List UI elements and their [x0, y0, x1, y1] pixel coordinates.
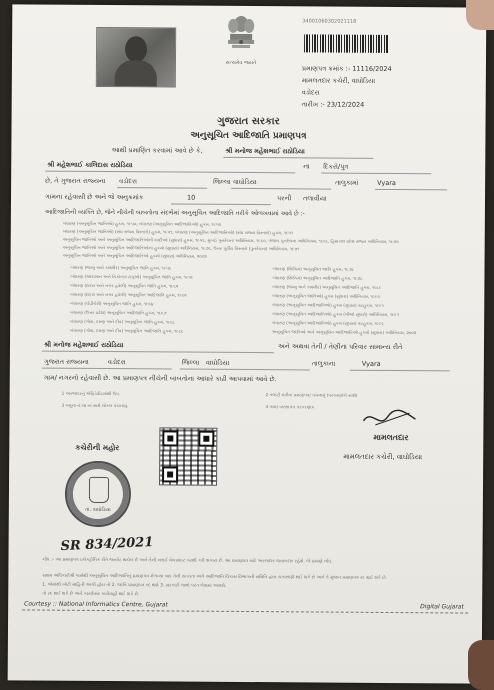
- basis-item: 4 ગામ/ વારસાગત પરકરણાંક: [265, 404, 315, 410]
- note-line-3: 1. જેમાંથી ખોટી માહિતી આપી હોય તો 2. જાતિ પ્રમાણપત્ર રદ થશે 3. સરકારી લાભો પરત લેવામાં આવશે.: [42, 582, 227, 589]
- order-item: બંધારણ (જમ્મુ અને કાશ્મીર) અનુસૂચિત જાતિ હુકમ, ૧૯૫૬: [70, 264, 172, 271]
- national-emblem-icon: [224, 14, 258, 60]
- residence-taluka: વાઘોડિયા: [205, 358, 230, 367]
- tribe-value: તલાવીયા: [302, 194, 327, 203]
- finger-top-right: [466, 0, 494, 30]
- office-seal-label: કચેરીની મહોર: [75, 442, 120, 453]
- basis-item: 1 અરજદારનું એફિડેવીટમાંથી ઉપ.: [61, 390, 121, 397]
- tribe-paragraph: આદિજાતિની વ્યક્તિ છે, જેને નીચેની બાબતોના સંદર્ભમાં અનુસૂચિત આદિજાતિ તરીકે ઓળખવામાં આવે છે :-: [44, 208, 305, 218]
- certificate-paper: [8, 4, 487, 683]
- order-item: બંધારણ (દાદરા અને નગર હવેલી) અનુસૂચિત આદિજાતિ હુકમ, ૧૯૬૨: [70, 291, 187, 298]
- officer-title: મામલતદાર: [373, 432, 409, 443]
- order-item: બંધારણ (ગોવા, દમણ અને દીવ) અનુસૂચિત જાતિ હુકમ, ૧૯૬૮: [70, 318, 175, 325]
- order-item: અનુસૂચિત જાતિઓ અને અનુસૂચિત આદિજાતિઓ હુકમો (સુધારા) અધિનિયમ, ૨૦૦૨: [272, 329, 417, 336]
- order-item: અનુસૂચિત જાતિઓ અને અનુસૂચિત આદિજાતિઓના હુકમો (સુધારા) અધિનિયમ, ૧૯૭૬, ઉત્તર પૂર્વીય વિસ્તારો (પુનર્રચના) અધિનિયમ, ૧૯૭૧: [62, 244, 300, 252]
- finger-bottom-right: [468, 640, 494, 690]
- order-item: બંધારણ (અનુસૂચિત આદિજાતિઓ) હુકમ (સુધારા) વટહુકમ, ૧૯૯૧: [272, 302, 384, 308]
- qr-code: [159, 427, 217, 485]
- residence-state: ગુજરાત રાજ્યના: [43, 357, 89, 366]
- father-name: શ્રી મહેશભાઈ કાલિદાસ રાઠોડિયા: [47, 160, 133, 170]
- intro-prefix: આથી પ્રમાણિત કરવામાં આવે છે કે,: [111, 146, 203, 155]
- village-value: Vyara: [377, 178, 396, 188]
- order-item: બંધારણ (જમ્મુ અને કાશ્મીર) અનુસૂચિત આદિજાતિ હુકમ, ૧૯૮૯: [272, 284, 382, 290]
- taluka-value: વાઘોડિયા: [233, 177, 257, 187]
- page-title: ગુજરાત સરકાર: [217, 115, 280, 128]
- residence-line: ગામ/ નગરનો રહેવાસી છે. આ પ્રમાણપત્ર નીચેની બાબતોના આધારે કાઢી આપવામાં આવે છે.: [43, 373, 277, 384]
- village-line-prefix: ગામના રહેવાસી છે અને જે અનુક્રમાંક: [44, 192, 144, 202]
- courtesy-footer: Courtesy :: National Informatics Centre, Gujarat: [24, 600, 168, 609]
- barcode-number: 34001060302021118: [302, 18, 357, 25]
- residence-jilla-label: જિલ્લા: [181, 358, 200, 367]
- order-item: બંધારણ (ઉત્તર પ્રદેશ) અનુસૂચિત આદિજાતિ હુકમ, ૧૯૬૭: [70, 309, 167, 316]
- order-item: બંધારણ (આંદામાન અને નિકોબાર ટાપુઓ) અનુસૂચિત જાતિ હુકમ, ૧૯૫૯: [70, 273, 194, 280]
- note-line-2: સક્ષમ અધિકારીશ્રી પાસેથી અનુસૂચિત આદિજાતિનું પ્રમાણપત્ર મેળવ્યા બાદ તેની સત્યતા અંગે આદિજાતિ વિકાસ વિભાગની સમિતિ દ્વારા ચકાસણી થઈ શકે છે અને તે મુજબ પ્રમાણપત્ર રદ થઈ શકે છે.: [42, 573, 388, 581]
- order-item: બંધારણ (સિક્કિમ) અનુસૂચિત જાતિ હુકમ, ૧૯૭૮: [272, 266, 354, 272]
- order-item: અનુસૂચિત જાતિઓ અને અનુસૂચિત આદિજાતિઓની યાદીઓ (સુધારા) હુકમ, ૧૯૫૬, મુંબઈ પુનર્રચના અધિનિયમ, ૧૯૬૦, પંજાબ પુનર્રચના અધિનિયમ, ૧૯૬૬, હિમાચલ પ્રદેશ રાજ્ય અધિનિયમ, ૧૯૭૦: [62, 236, 399, 245]
- order-item: બંધારણ (અનુસૂચિત જાતિઓ) હુકમ, ૧૯૫૦, બંધારણ (અનુસૂચિત આદિજાતિઓ) હુકમ, ૧૯૫૦: [62, 220, 222, 227]
- office-stamp: [65, 461, 131, 527]
- order-item: બંધારણ (અનુસૂચિત જાતિઓ) હુકમ (સુધારા) અધિનિયમ, ૧૯૯૦: [272, 293, 381, 299]
- order-item: બંધારણ (પોંડીચેરી) અનુસૂચિત જાતિ હુકમ, ૧૯૬૪: [70, 300, 154, 307]
- order-item: અનુસૂચિત જાતિઓ અને અનુસૂચિત આદિજાતિઓ હુકમો (સુધારા) અધિનિયમ, ૨૦૦૨: [62, 252, 207, 259]
- relation-value: દિકરો/પુત્ર: [323, 162, 349, 171]
- officer-signature-icon: [359, 407, 419, 431]
- handwritten-reference: SR 834/2021: [60, 534, 154, 555]
- state-prefix: છે, તે ગુજરાત રાજ્યના: [45, 176, 106, 186]
- applicant-name: શ્રી મનોજ મહેશભાઈ રાઠોડિયા: [225, 146, 305, 156]
- officer-office: મામલતદાર કચેરી, વાઘોડિયા: [343, 452, 423, 462]
- orders-left-list: [70, 265, 260, 338]
- certificate-number: પ્રમાણપત્ર ક્રમાંક :- 11116/2024: [301, 64, 392, 74]
- jilla-label: જિલ્લા: [213, 177, 231, 186]
- orders-right-list: [272, 266, 462, 339]
- order-item: બંધારણ (અનુસૂચિત જાતિઓ) (સંઘ રાજ્ય વિસ્તારો) હુકમ, ૧૯૫૧, બંધારણ (અનુસૂચિત આદિજાતિઓ) (સંઘ રાજ્ય વિસ્તારો) હુકમ, ૧૯૫૧: [62, 228, 294, 236]
- order-item: બંધારણ (દાદરા અને નગર હવેલી) અનુસૂચિત જાતિ હુકમ, ૧૯૬૨: [70, 282, 179, 289]
- basis-item: 3 નમૂના નં.૧૪ ના સાથે લોકલ પંચનામું.: [61, 402, 129, 409]
- applicant-photo: [96, 27, 176, 88]
- note-text: નોંધ :- આ પ્રમાણપત્ર ઇલેક્ટ્રોનિક રીતે જનરેટ થયેલ છે અને તેની ખરાઈ વેબસાઇટ પરથી કરી શકાય છે. આ પ્રમાણપત્ર માટે અરજદાર જવાબદાર રહેશે. જે પ્રમાણે નોંધ.: [42, 557, 333, 565]
- stamp-text: તા. વાઘોડિયા: [84, 506, 111, 514]
- parti-label: પરની: [276, 194, 292, 203]
- relation-label: ના: [303, 162, 310, 171]
- certificate-title: અનુસૂચિત આદિજાતિ પ્રમાણપત્ર: [190, 130, 307, 142]
- district-value: વડોદરા: [119, 177, 138, 186]
- holder-suffix: અને અથવા તેની / તેણીના પરિવાર સામાન્ય રીતે: [277, 342, 403, 352]
- issue-date: તારીખ :- 23/12/2024: [301, 100, 365, 109]
- residence-village: Vyara: [361, 359, 381, 368]
- residence-district: વડોદરા: [107, 358, 126, 367]
- order-item: બંધારણ (સિક્કિમ) અનુસૂચિત આદિજાતિ હુકમ, ૧૯૭૮: [272, 275, 363, 281]
- order-item: બંધારણ (ગોવા, દમણ અને દીવ) અનુસૂચિત આદિજાતિ હુકમ, ૧૯૬૮: [70, 327, 184, 334]
- emblem-caption: સત્યમેવ જયતે: [225, 59, 257, 67]
- digital-gujarat-footer: Digital Gujarat: [420, 603, 464, 611]
- basis-item: 2 તલાટી મંત્રીના પ્રમાણપત્ર/ પંચનામું (પરકરણાંકો સાથે): [265, 392, 358, 398]
- holder-name: શ્રી મનોજ મહેશભાઈ રાઠોડિયા: [43, 340, 124, 350]
- order-item: બંધારણ (અનુસૂચિત આદિજાતિઓ) હુકમ (બીજો સુધારો) અધિનિયમ, ૧૯૯૧: [272, 311, 399, 318]
- serial-value: 10: [186, 193, 196, 202]
- note-line-4: તો રદ થઈ શકે છે અને કાયદેસર કાર્યવાહી થઈ શકે છે.: [42, 591, 140, 598]
- district-line: વડોદરા: [301, 88, 320, 97]
- barcode: [304, 34, 388, 53]
- taluka-label: તાલુકામાં: [335, 178, 359, 187]
- office-line: મામલતદાર કચેરી, વાઘોડિયા: [301, 76, 376, 85]
- residence-taluka-label: તાલુકાના: [311, 359, 336, 368]
- orders-top-list: [63, 221, 463, 264]
- order-item: બંધારણ (અનુસૂચિત આદિજાતિઓ) હુકમ (સુધારા) વટહુકમ, ૧૯૯૬: [272, 320, 384, 326]
